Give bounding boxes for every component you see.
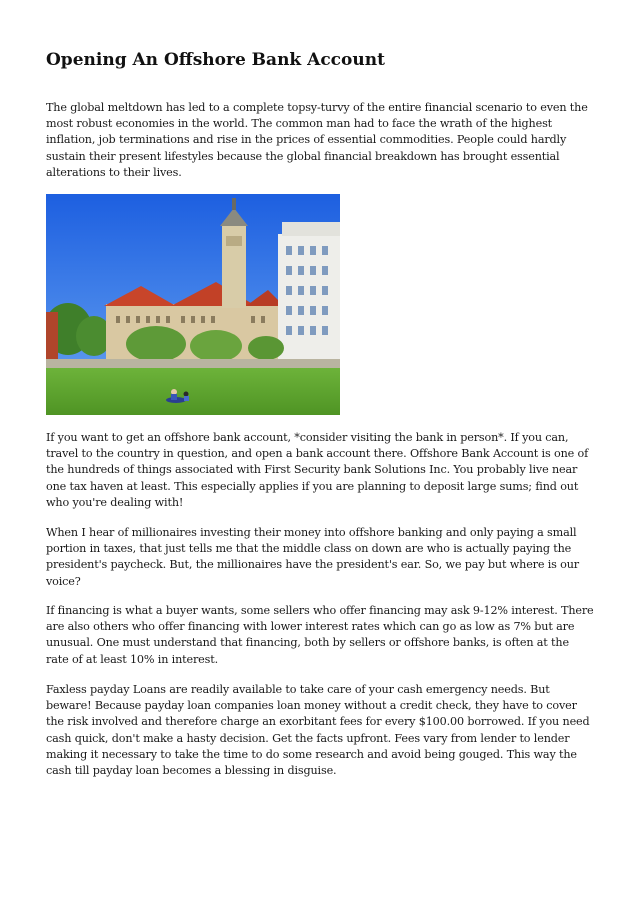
paragraph-financing: If financing is what a buyer wants, some sellers who offer financing may ask 9-12% interest. There are also others who offer financing with lower interest rates which can go as low as 7% but are unusual. One must understand that financing, both by sellers or offshore banks, is often at the rate of at least 10% in interest. (46, 604, 594, 666)
paragraph-payday-loans: Faxless payday Loans are readily available to take care of your cash emergency needs. But beware! Because payday loan companies loan money without a credit check, they have to cover the risk involved and therefore charge an exorbitant fees for every $100.00 borrowed. If you need cash quick, don't make a hasty decision. Get the facts upfront. Fees vary from lender to lender making it necessary to take the time to do some research and avoid being gouged. This way the cash till payday loan becomes a blessing in disguise. (46, 683, 590, 778)
paragraph-millionaires: When I hear of millionaires investing their money into offshore banking and only paying a small portion in taxes, that just tells me that the middle class on down are who is actually paying the president's paycheck. But, the millionaires have the president's ear. So, we pay but where is our voice? (46, 526, 580, 588)
paragraph-offshore-account: If you want to get an offshore bank account, *consider visiting the bank in person*. If you can, travel to the country in question, and open a bank account there. Offshore Bank Account is one of the hundreds of things associated with First Security bank Solutions Inc. You probably live near one tax haven at least. This especially applies if you are planning to deposit large sums; find out who you're dealing with! (46, 431, 589, 509)
city-hall-photo (46, 194, 340, 415)
paragraph-intro: The global meltdown has led to a complete topsy-turvy of the entire financial scenario to even the most robust economies in the world. The common man had to face the wrath of the highest inflation, job terminations and rise in the prices of essential commodities. People could hardly sustain their present lifestyles because the global financial breakdown has brought essential alterations to their lives. (46, 101, 588, 179)
page-title: Opening An Offshore Bank Account (46, 50, 385, 70)
